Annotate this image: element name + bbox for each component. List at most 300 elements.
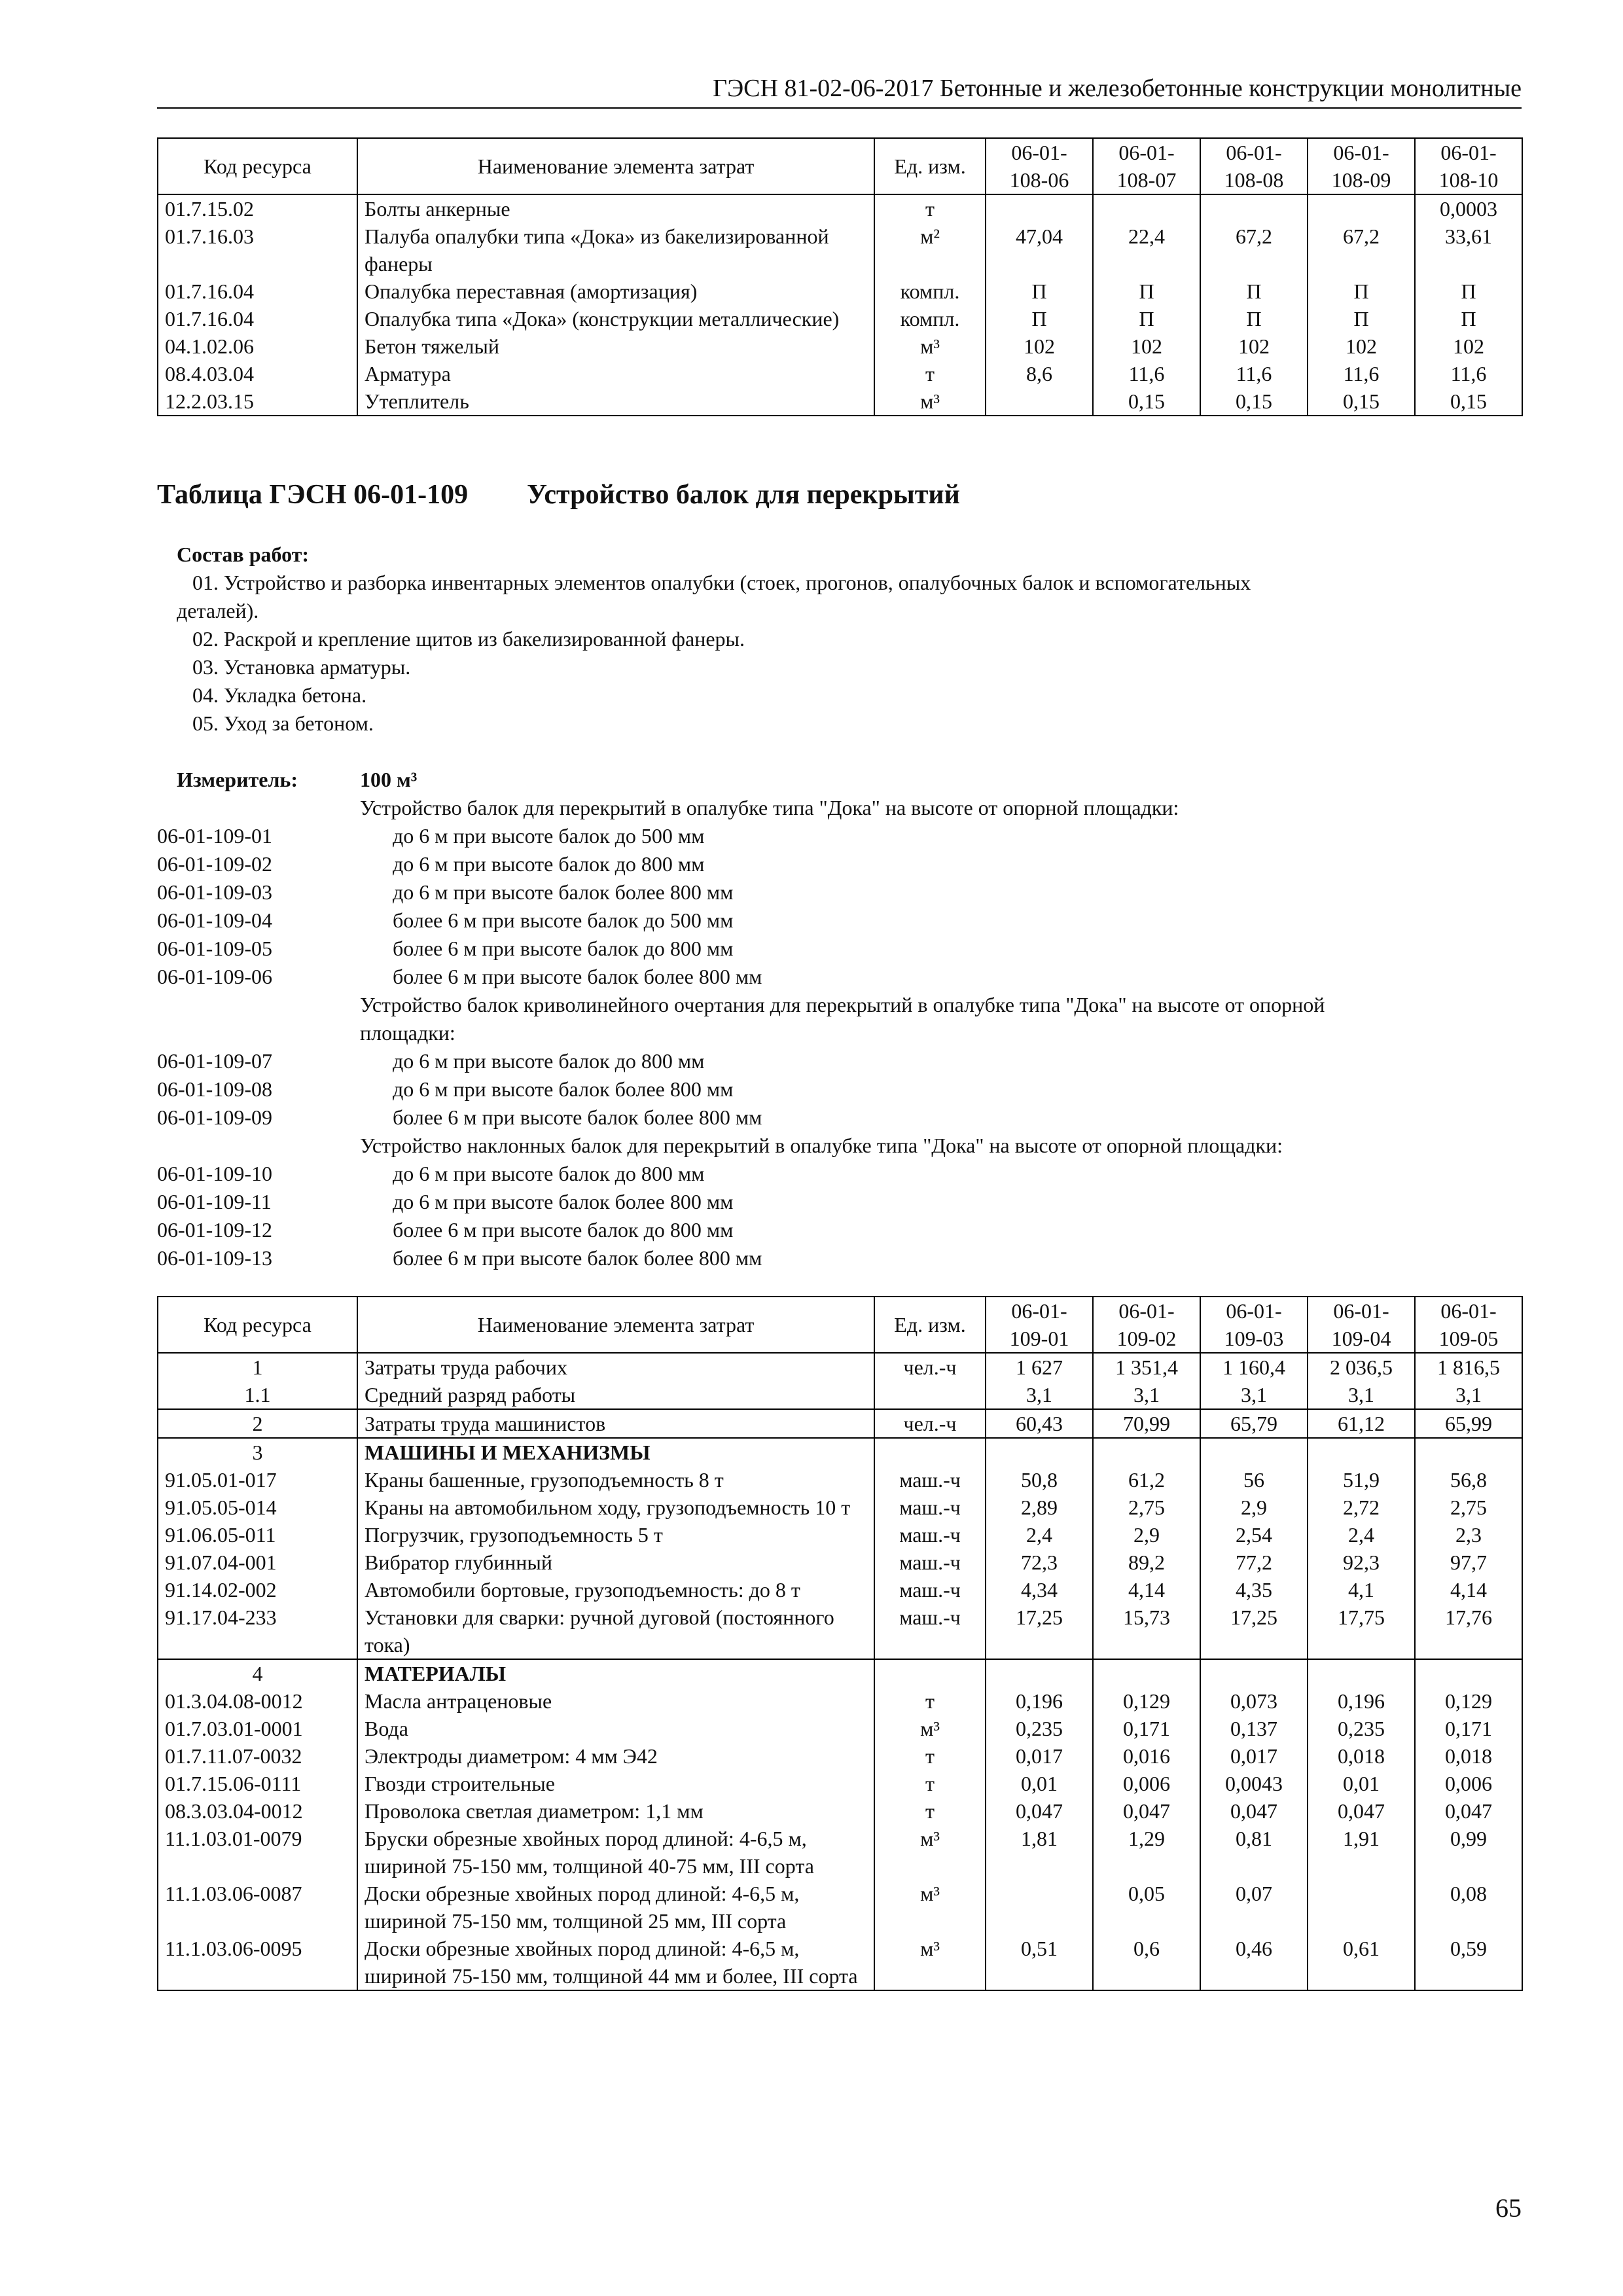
value-cell: 67,2 (1308, 223, 1415, 278)
value-cell: 102 (1093, 332, 1200, 360)
value-cell: 2,89 (986, 1494, 1093, 1521)
value-cell (1308, 1659, 1415, 1687)
resource-code: 01.7.15.02 (158, 194, 357, 223)
resource-code: 1 (158, 1353, 357, 1381)
value-cell: 3,1 (1308, 1381, 1415, 1409)
norm-item (157, 1103, 1522, 1132)
table-row (158, 194, 1522, 223)
value-cell (1308, 1880, 1415, 1935)
norm-description: более 6 м при высоте балок более 800 мм (393, 1246, 762, 1270)
norm-description: до 6 м при высоте балок до 800 мм (393, 1049, 705, 1073)
value-cell: 0,235 (986, 1715, 1093, 1742)
norm-description: Устройство наклонных балок для перекрытий в опалубке типа "Дока" на высоте от опорной площадки: (360, 1134, 1283, 1157)
resource-code: 91.05.01-017 (158, 1466, 357, 1494)
value-cell: 0,129 (1415, 1687, 1522, 1715)
value-cell: 0,196 (1308, 1687, 1415, 1715)
resource-code: 04.1.02.06 (158, 332, 357, 360)
norm-code (157, 991, 360, 1019)
work-item: 02. Раскрой и крепление щитов из бакелизированной фанеры. (192, 627, 745, 651)
unit: т (874, 1797, 986, 1825)
norm-description: до 6 м при высоте балок более 800 мм (393, 1190, 734, 1213)
norm-item (157, 1047, 1522, 1075)
norm-code: 06-01-109-10 (157, 1162, 272, 1185)
page-number: 65 (1495, 2193, 1522, 2223)
table-row (158, 1797, 1522, 1825)
value-cell: 0,171 (1093, 1715, 1200, 1742)
column-header: 06-01- 109-04 (1308, 1297, 1415, 1353)
value-cell: 0,006 (1415, 1770, 1522, 1797)
meter-row (157, 766, 1522, 794)
value-cell: 56 (1200, 1466, 1308, 1494)
table-label: Таблица ГЭСН 06-01-109 (157, 480, 469, 510)
column-header: Наименование элемента затрат (357, 138, 874, 194)
resource-code: 91.17.04-233 (158, 1604, 357, 1659)
norm-code: 06-01-109-02 (157, 852, 272, 876)
value-cell (986, 1880, 1093, 1935)
norm-code: 06-01-109-11 (157, 1190, 272, 1213)
norm-code (157, 794, 360, 822)
column-header: Наименование элемента затрат (357, 1297, 874, 1353)
value-cell: 47,04 (986, 223, 1093, 278)
table-row (158, 1438, 1522, 1466)
unit (874, 1659, 986, 1687)
table-row (158, 1935, 1522, 1990)
norm-item (157, 1216, 1522, 1244)
value-cell: 0,047 (1200, 1797, 1308, 1825)
resource-code: 91.07.04-001 (158, 1549, 357, 1576)
norm-description: до 6 м при высоте балок до 800 мм (393, 852, 705, 876)
meter-label: Измеритель: (177, 768, 298, 791)
value-cell: 92,3 (1308, 1549, 1415, 1576)
value-cell: 0,0003 (1415, 194, 1522, 223)
value-cell: П (1415, 278, 1522, 305)
resource-code: 01.7.03.01-0001 (158, 1715, 357, 1742)
value-cell: 4,14 (1415, 1576, 1522, 1604)
table-row (158, 332, 1522, 360)
value-cell: П (986, 305, 1093, 332)
value-cell (1415, 1438, 1522, 1466)
work-item: 03. Установка арматуры. (192, 655, 411, 679)
table-row (158, 1353, 1522, 1381)
value-cell (1200, 1438, 1308, 1466)
resource-code: 01.7.16.04 (158, 278, 357, 305)
norm-code: 06-01-109-03 (157, 880, 272, 904)
value-cell: П (1093, 305, 1200, 332)
resource-code: 01.7.16.03 (158, 223, 357, 278)
value-cell: 0,137 (1200, 1715, 1308, 1742)
value-cell: 102 (1415, 332, 1522, 360)
value-cell: 0,05 (1093, 1880, 1200, 1935)
cost-element-name: Электроды диаметром: 4 мм Э42 (357, 1742, 874, 1770)
value-cell: 0,017 (986, 1742, 1093, 1770)
norm-item (157, 1160, 1522, 1188)
norm-description: Устройство балок криволинейного очертания для перекрытий в опалубке типа "Дока" на высоте от опорной (360, 993, 1325, 1016)
resource-code: 11.1.03.01-0079 (158, 1825, 357, 1880)
norm-item (157, 1188, 1522, 1216)
value-cell: 3,1 (1093, 1381, 1200, 1409)
norm-description: до 6 м при высоте балок до 800 мм (393, 1162, 705, 1185)
cost-element-name: Доски обрезные хвойных пород длиной: 4-6,5 м, шириной 75-150 мм, толщиной 25 мм, III сорта (357, 1880, 874, 1935)
unit: т (874, 194, 986, 223)
cost-element-name: Погрузчик, грузоподъемность 5 т (357, 1521, 874, 1549)
cost-element-name: МАШИНЫ И МЕХАНИЗМЫ (357, 1438, 874, 1466)
cost-element-name: Утеплитель (357, 387, 874, 416)
table-row (158, 1494, 1522, 1521)
resource-code: 1.1 (158, 1381, 357, 1409)
value-cell: 0,15 (1200, 387, 1308, 416)
cost-element-name: Бетон тяжелый (357, 332, 874, 360)
value-cell: 1 351,4 (1093, 1353, 1200, 1381)
value-cell: 11,6 (1308, 360, 1415, 387)
value-cell: 72,3 (986, 1549, 1093, 1576)
column-header: 06-01- 109-01 (986, 1297, 1093, 1353)
table-name: Устройство балок для перекрытий (527, 480, 960, 510)
resource-code: 01.3.04.08-0012 (158, 1687, 357, 1715)
value-cell: 0,047 (1415, 1797, 1522, 1825)
value-cell: 70,99 (1093, 1409, 1200, 1438)
cost-element-name: Затраты труда рабочих (357, 1353, 874, 1381)
value-cell: 0,81 (1200, 1825, 1308, 1880)
value-cell: 56,8 (1415, 1466, 1522, 1494)
value-cell: П (1308, 305, 1415, 332)
resource-code: 91.14.02-002 (158, 1576, 357, 1604)
value-cell: 0,08 (1415, 1880, 1522, 1935)
unit: маш.-ч (874, 1521, 986, 1549)
unit: м³ (874, 1715, 986, 1742)
value-cell: 2,4 (986, 1521, 1093, 1549)
table-row (158, 1604, 1522, 1659)
norm-description: до 6 м при высоте балок до 500 мм (393, 824, 705, 848)
cost-element-name: Арматура (357, 360, 874, 387)
table-row (158, 1715, 1522, 1742)
value-cell (1308, 1438, 1415, 1466)
value-cell: 1,29 (1093, 1825, 1200, 1880)
work-item: деталей). (177, 599, 259, 622)
value-cell: 2,54 (1200, 1521, 1308, 1549)
value-cell: 17,25 (1200, 1604, 1308, 1659)
norm-item (157, 991, 1522, 1019)
norm-item (157, 906, 1522, 935)
norm-description: более 6 м при высоте балок до 800 мм (393, 937, 734, 960)
value-cell: 2,75 (1415, 1494, 1522, 1521)
value-cell: 0,047 (986, 1797, 1093, 1825)
cost-element-name: Краны башенные, грузоподъемность 8 т (357, 1466, 874, 1494)
value-cell: 0,047 (1093, 1797, 1200, 1825)
unit: маш.-ч (874, 1494, 986, 1521)
value-cell (1308, 194, 1415, 223)
value-cell: 61,2 (1093, 1466, 1200, 1494)
table-row (158, 305, 1522, 332)
value-cell: 8,6 (986, 360, 1093, 387)
cost-element-name: Автомобили бортовые, грузоподъемность: до 8 т (357, 1576, 874, 1604)
unit: т (874, 360, 986, 387)
norm-description: более 6 м при высоте балок до 500 мм (393, 908, 734, 932)
value-cell: 51,9 (1308, 1466, 1415, 1494)
column-header: 06-01- 108-09 (1308, 138, 1415, 194)
resource-code: 08.4.03.04 (158, 360, 357, 387)
value-cell (1093, 1438, 1200, 1466)
value-cell: 0,15 (1308, 387, 1415, 416)
table-header-row (158, 138, 1522, 194)
resource-code: 01.7.15.06-0111 (158, 1770, 357, 1797)
value-cell: 0,006 (1093, 1770, 1200, 1797)
value-cell: 0,018 (1415, 1742, 1522, 1770)
value-cell (986, 1438, 1093, 1466)
value-cell: 2,3 (1415, 1521, 1522, 1549)
column-header: 06-01- 108-08 (1200, 138, 1308, 194)
norm-code: 06-01-109-12 (157, 1218, 272, 1242)
cost-element-name: Палуба опалубки типа «Дока» из бакелизированной фанеры (357, 223, 874, 278)
norm-item (157, 822, 1522, 850)
column-header: Код ресурса (158, 138, 357, 194)
column-header: Код ресурса (158, 1297, 357, 1353)
resource-code: 12.2.03.15 (158, 387, 357, 416)
work-item: 05. Уход за бетоном. (192, 711, 374, 735)
table-row (158, 1409, 1522, 1438)
unit: м³ (874, 387, 986, 416)
value-cell: 3,1 (986, 1381, 1093, 1409)
cost-element-name: Вибратор глубинный (357, 1549, 874, 1576)
value-cell: 0,047 (1308, 1797, 1415, 1825)
unit: м³ (874, 1880, 986, 1935)
value-cell: 0,01 (1308, 1770, 1415, 1797)
cost-element-name: МАТЕРИАЛЫ (357, 1659, 874, 1687)
works-composition (177, 541, 1522, 738)
table-header-row (158, 1297, 1522, 1353)
norm-code: 06-01-109-09 (157, 1105, 272, 1129)
resource-code: 08.3.03.04-0012 (158, 1797, 357, 1825)
value-cell (986, 194, 1093, 223)
unit: чел.-ч (874, 1409, 986, 1438)
cost-element-name: Масла антраценовые (357, 1687, 874, 1715)
cost-element-name: Проволока светлая диаметром: 1,1 мм (357, 1797, 874, 1825)
table-row (158, 1549, 1522, 1576)
norm-description: более 6 м при высоте балок до 800 мм (393, 1218, 734, 1242)
resource-code: 91.06.05-011 (158, 1521, 357, 1549)
value-cell: 67,2 (1200, 223, 1308, 278)
unit (874, 1381, 986, 1409)
value-cell (1093, 194, 1200, 223)
value-cell (1200, 194, 1308, 223)
running-header: ГЭСН 81-02-06-2017 Бетонные и железобетонные конструкции монолитные (157, 73, 1522, 109)
value-cell: 65,99 (1415, 1409, 1522, 1438)
column-header: 06-01- 109-03 (1200, 1297, 1308, 1353)
value-cell: 1,91 (1308, 1825, 1415, 1880)
unit: м³ (874, 1935, 986, 1990)
resource-code: 11.1.03.06-0087 (158, 1880, 357, 1935)
norm-code (157, 1019, 360, 1047)
table-row (158, 1381, 1522, 1409)
value-cell: 61,12 (1308, 1409, 1415, 1438)
resource-code: 11.1.03.06-0095 (158, 1935, 357, 1990)
value-cell: 4,1 (1308, 1576, 1415, 1604)
value-cell: 0,235 (1308, 1715, 1415, 1742)
value-cell: 0,196 (986, 1687, 1093, 1715)
value-cell: 0,6 (1093, 1935, 1200, 1990)
norm-item (157, 878, 1522, 906)
unit: компл. (874, 305, 986, 332)
norm-code (157, 1132, 360, 1160)
value-cell: 60,43 (986, 1409, 1093, 1438)
value-cell: 0,46 (1200, 1935, 1308, 1990)
column-header: 06-01- 108-07 (1093, 138, 1200, 194)
norm-item (157, 963, 1522, 991)
column-header: 06-01- 108-10 (1415, 138, 1522, 194)
section-title (157, 476, 960, 513)
unit: маш.-ч (874, 1604, 986, 1659)
meter-value: 100 м³ (360, 768, 418, 791)
norm-code: 06-01-109-01 (157, 824, 272, 848)
value-cell: 2 036,5 (1308, 1353, 1415, 1381)
value-cell: 0,51 (986, 1935, 1093, 1990)
column-header: Ед. изм. (874, 1297, 986, 1353)
norm-description: до 6 м при высоте балок более 800 мм (393, 1077, 734, 1101)
value-cell: 0,01 (986, 1770, 1093, 1797)
value-cell (986, 1659, 1093, 1687)
norm-description: до 6 м при высоте балок более 800 мм (393, 880, 734, 904)
value-cell: П (1415, 305, 1522, 332)
value-cell: 89,2 (1093, 1549, 1200, 1576)
value-cell: 2,9 (1093, 1521, 1200, 1549)
value-cell: 3,1 (1200, 1381, 1308, 1409)
unit: т (874, 1742, 986, 1770)
value-cell: 0,016 (1093, 1742, 1200, 1770)
table-row (158, 1576, 1522, 1604)
unit (874, 1438, 986, 1466)
unit: чел.-ч (874, 1353, 986, 1381)
column-header: 06-01- 108-06 (986, 138, 1093, 194)
value-cell: 0,018 (1308, 1742, 1415, 1770)
work-item: 04. Укладка бетона. (192, 683, 367, 707)
value-cell: 0,073 (1200, 1687, 1308, 1715)
table-row (158, 1770, 1522, 1797)
value-cell: 4,34 (986, 1576, 1093, 1604)
value-cell: 65,79 (1200, 1409, 1308, 1438)
value-cell: П (1308, 278, 1415, 305)
value-cell (1415, 1659, 1522, 1687)
cost-element-name: Доски обрезные хвойных пород длиной: 4-6,5 м, шириной 75-150 мм, толщиной 44 мм и более, III сорта (357, 1935, 874, 1990)
value-cell: 1,81 (986, 1825, 1093, 1880)
unit: м³ (874, 332, 986, 360)
column-header: 06-01- 109-05 (1415, 1297, 1522, 1353)
norm-item (157, 1132, 1522, 1160)
unit: компл. (874, 278, 986, 305)
value-cell: 77,2 (1200, 1549, 1308, 1576)
table-row (158, 1687, 1522, 1715)
meter-block (157, 766, 1522, 1272)
norm-code: 06-01-109-06 (157, 965, 272, 988)
resource-table-108 (157, 137, 1523, 416)
value-cell: 0,61 (1308, 1935, 1415, 1990)
cost-element-name: Затраты труда машинистов (357, 1409, 874, 1438)
value-cell: 50,8 (986, 1466, 1093, 1494)
norm-code: 06-01-109-13 (157, 1246, 272, 1270)
norm-item (157, 1075, 1522, 1103)
value-cell: 2,9 (1200, 1494, 1308, 1521)
norm-item (157, 935, 1522, 963)
value-cell: 17,25 (986, 1604, 1093, 1659)
value-cell: П (1200, 278, 1308, 305)
resource-code: 2 (158, 1409, 357, 1438)
value-cell: 0,15 (1415, 387, 1522, 416)
unit: м² (874, 223, 986, 278)
unit: маш.-ч (874, 1576, 986, 1604)
value-cell: 15,73 (1093, 1604, 1200, 1659)
table-row (158, 1880, 1522, 1935)
value-cell: 102 (1308, 332, 1415, 360)
cost-element-name: Бруски обрезные хвойных пород длиной: 4-6,5 м, шириной 75-150 мм, толщиной 40-75 мм, III сорта (357, 1825, 874, 1880)
resource-code: 91.05.05-014 (158, 1494, 357, 1521)
value-cell (986, 387, 1093, 416)
resource-code: 01.7.16.04 (158, 305, 357, 332)
norm-item (157, 794, 1522, 822)
unit: т (874, 1770, 986, 1797)
cost-element-name: Вода (357, 1715, 874, 1742)
resource-code: 4 (158, 1659, 357, 1687)
resource-code: 01.7.11.07-0032 (158, 1742, 357, 1770)
value-cell: 102 (1200, 332, 1308, 360)
value-cell: 4,35 (1200, 1576, 1308, 1604)
value-cell: 0,017 (1200, 1742, 1308, 1770)
value-cell (1200, 1659, 1308, 1687)
table-row (158, 1825, 1522, 1880)
norm-description: Устройство балок для перекрытий в опалубке типа "Дока" на высоте от опорной площадки: (360, 796, 1179, 819)
table-row (158, 1521, 1522, 1549)
cost-element-name: Опалубка переставная (амортизация) (357, 278, 874, 305)
cost-element-name: Болты анкерные (357, 194, 874, 223)
value-cell (1093, 1659, 1200, 1687)
norm-item (157, 850, 1522, 878)
value-cell: 1 816,5 (1415, 1353, 1522, 1381)
value-cell: П (986, 278, 1093, 305)
norm-description: площадки: (360, 1021, 455, 1045)
table-row (158, 278, 1522, 305)
norm-item (157, 1019, 1522, 1047)
value-cell: 22,4 (1093, 223, 1200, 278)
norm-code: 06-01-109-05 (157, 937, 272, 960)
column-header: Ед. изм. (874, 138, 986, 194)
value-cell: 2,75 (1093, 1494, 1200, 1521)
value-cell: 11,6 (1093, 360, 1200, 387)
table-row (158, 1742, 1522, 1770)
value-cell: 102 (986, 332, 1093, 360)
cost-element-name: Средний разряд работы (357, 1381, 874, 1409)
table-row (158, 360, 1522, 387)
value-cell: 0,0043 (1200, 1770, 1308, 1797)
value-cell: 0,129 (1093, 1687, 1200, 1715)
unit: м³ (874, 1825, 986, 1880)
value-cell: 0,99 (1415, 1825, 1522, 1880)
unit: маш.-ч (874, 1549, 986, 1576)
table-row (158, 387, 1522, 416)
value-cell: 2,72 (1308, 1494, 1415, 1521)
resource-code: 3 (158, 1438, 357, 1466)
norm-code: 06-01-109-07 (157, 1049, 272, 1073)
value-cell: 0,171 (1415, 1715, 1522, 1742)
value-cell: 1 627 (986, 1353, 1093, 1381)
norm-description: более 6 м при высоте балок более 800 мм (393, 1105, 762, 1129)
work-item: 01. Устройство и разборка инвентарных элементов опалубки (стоек, прогонов, опалубочных балок и вспомогательных (192, 571, 1251, 594)
value-cell: 33,61 (1415, 223, 1522, 278)
norm-code: 06-01-109-04 (157, 908, 272, 932)
cost-element-name: Опалубка типа «Дока» (конструкции металлические) (357, 305, 874, 332)
cost-element-name: Установки для сварки: ручной дуговой (постоянного тока) (357, 1604, 874, 1659)
norm-item (157, 1244, 1522, 1272)
value-cell: 17,76 (1415, 1604, 1522, 1659)
value-cell: 2,4 (1308, 1521, 1415, 1549)
value-cell: 0,07 (1200, 1880, 1308, 1935)
unit: маш.-ч (874, 1466, 986, 1494)
